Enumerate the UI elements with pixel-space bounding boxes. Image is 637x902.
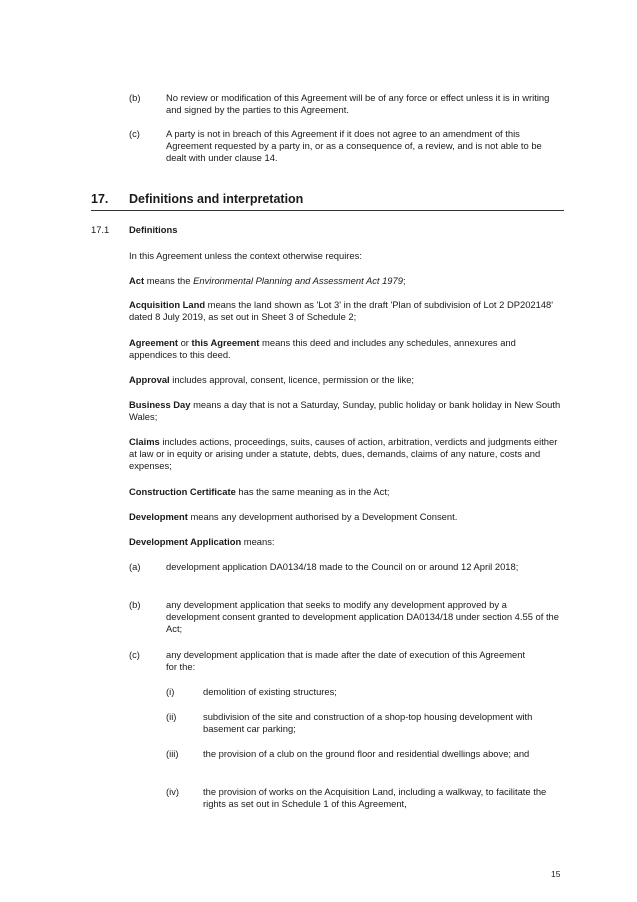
subitem-iv-text: the provision of works on the Acquisition Land, including a walkway, to facilitate the rights as set out in Schedule 1 of this Agreement, [203,786,547,810]
definition-claims [129,436,561,473]
definition-business-day [129,399,561,423]
term-acquisition-land: Acquisition Land [129,299,206,310]
subitem-ii-text: subdivision of the site and construction of a shop-top housing development with basement car parking; [203,711,533,735]
subitem-iii-text: the provision of a club on the ground floor and residential dwellings above; and [203,748,530,759]
section-number: 17. [91,192,109,206]
def-construction-certificate-text: has the same meaning as in the Act; [235,486,390,497]
subitem-ii-label: (ii) [166,711,177,722]
clause-16c-label: (c) [129,128,140,139]
definitions-intro: In this Agreement unless the context otherwise requires: [129,250,362,261]
subitem-iii-label: (iii) [166,748,179,759]
da-item-c-text: any development application that is made after the date of execution of this Agreement for the: [166,649,526,673]
def-claims-text: includes actions, proceedings, suits, causes of action, arbitration, verdicts and judgments either at law or in equity or arising under a statute, debts, dues, demands, claims of any nature, costs and expenses; [129,436,558,472]
term-business-day: Business Day [129,399,191,410]
def-act-post: ; [402,275,406,286]
def-business-day-text: means a day that is not a Saturday, Sunday, public holiday or bank holiday in New South Wales; [129,399,561,423]
term-act: Act [129,275,145,286]
subsection-title: Definitions [129,224,178,235]
term-agreement: Agreement [129,337,178,348]
definition-act [129,275,559,287]
da-item-b-text: any development application that seeks to modify any development approved by a development consent granted to development application DA0134/18 under section 4.55 of the Act; [166,599,559,635]
section-title: Definitions and interpretation [129,192,304,206]
section-divider [91,210,564,211]
term-construction-certificate: Construction Certificate [129,486,236,497]
definition-development-application [129,536,561,548]
clause-16c-text: A party is not in breach of this Agreement if it does not agree to an amendment of this Agreement requested by a party in, or as a consequence of, a review, and is not able to be dealt with under clause 14. [166,128,542,164]
page-number: 15 [551,869,561,879]
term-approval: Approval [129,374,170,385]
term-development-application: Development Application [129,536,242,547]
da-item-a-label: (a) [129,561,141,572]
da-item-b-label: (b) [129,599,141,610]
clause-16b-text: No review or modification of this Agreement will be of any force or effect unless it is in writing and signed by the parties to this Agreement. [166,92,550,116]
def-development-application-text: means: [241,536,275,547]
term-this-agreement: this Agreement [191,337,260,348]
subsection-number: 17.1 [91,224,110,235]
definition-construction-certificate [129,486,561,498]
da-item-a-text: development application DA0134/18 made to the Council on or around 12 April 2018; [166,561,519,572]
def-act-pre: means the [144,275,194,286]
def-development-text: means any development authorised by a Development Consent. [187,511,458,522]
def-approval-text: includes approval, consent, licence, permission or the like; [169,374,415,385]
subitem-i-label: (i) [166,686,175,697]
term-development: Development [129,511,188,522]
definition-development [129,511,561,523]
definition-approval [129,374,561,386]
def-agreement-or: or [177,337,192,348]
subitem-iv-label: (iv) [166,786,180,797]
da-item-c-label: (c) [129,649,140,660]
clause-16b-label: (b) [129,92,141,103]
definition-acquisition-land [129,299,561,323]
def-agreement-text: means this deed and includes any schedules, annexures and appendices to this deed. [129,337,516,361]
def-acquisition-land-text: means the land shown as 'Lot 3' in the draft 'Plan of subdivision of Lot 2 DP202148' dated 8 July 2019, as set out in Sheet 3 of Schedule 2; [129,299,554,323]
subitem-i-text: demolition of existing structures; [203,686,337,697]
act-name: Environmental Planning and Assessment Act 1979 [193,275,403,286]
definition-agreement [129,337,561,361]
term-claims: Claims [129,436,160,447]
